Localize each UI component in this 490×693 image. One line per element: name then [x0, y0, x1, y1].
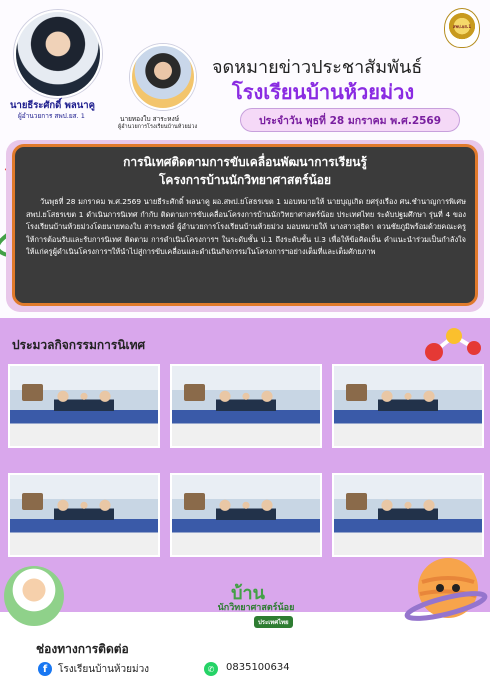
phone-number[interactable]: 0835100634: [226, 662, 290, 673]
principal-title: ผู้อำนวยการโรงเรียนบ้านห้วยม่วง: [118, 124, 198, 130]
principal-photo: [130, 44, 196, 110]
activity-photo: [332, 473, 484, 557]
director-name: นายธีระศักดิ์ พลนาคู: [10, 100, 95, 111]
activity-photo: [170, 364, 322, 448]
office-logo-text: สพป.ยส.1: [452, 24, 472, 29]
molecule-icon: [420, 318, 484, 368]
activity-photo: [170, 473, 322, 557]
article-heading: การนิเทศติดตามการขับเคลื่อนพัฒนาการเรียนรู้: [123, 155, 367, 169]
phone-icon: ✆: [204, 662, 218, 676]
director-photo: [14, 10, 102, 98]
activity-photo: [8, 364, 160, 448]
principal-name: นายทองใบ สาระหงษ์: [120, 115, 179, 123]
scientist-illustration: [4, 566, 64, 626]
brand-logo-line3: ประเทศไทย: [254, 616, 293, 628]
planet-icon: [404, 548, 488, 632]
activity-photo: [8, 473, 160, 557]
activities-title: ประมวลกิจกรรมการนิเทศ: [12, 338, 146, 352]
facebook-icon: f: [38, 662, 52, 676]
date-badge: ประจำวัน พุธที่ 28 มกราคม พ.ศ.2569: [240, 108, 460, 132]
director-title: ผู้อำนวยการ สพป.ยส. 1: [18, 112, 85, 120]
contact-title: ช่องทางการติดต่อ: [36, 642, 129, 656]
article-body: วันพุธที่ 28 มกราคม พ.ศ.2569 นายธีระศักดิ์ พลนาคู ผอ.สพป.ยโสธรเขต 1 มอบหมายให้ นายบุญเกิด ยศรุ่งเรือง ศน.ชำนาญการพิเศษ สพป.ยโสธรเขต 1 ดำเนินการนิเทศ กำกับ ติดตามการขับเคลื่อนโครงการบ้านนักวิทยาศาสตร์น้อย ประเทศไทย ระดับปฐมศึกษา รุ่นที่ 4 ของโรงเรียนบ้านห้วยม่วงโดยนายทองใบ สาระหงษ์ ผู้อำนวยการโรงเรียนบ้านห้วยม่วง มอบหมายให้ นางสาวสุธิดา ตวนชัยภูมิพร้อมด้วยคณะครู ให้การต้อนรับและรับการนิเทศ ติดตาม การดำเนินโครงการฯ ในระดับชั้น ป.1 ถึงระดับชั้น ป.3 เพื่อให้ข้อคิดเห็น คำแนะนำร่วมเป็นกำลังใจให้แก่ครูผู้ดำเนินโครงการฯให้นำไปสู่การขับเคลื่อนและดำเนินกิจกรรมในโครงการฯอย่างเต็มที่และเต็มศักยภาพ: [26, 197, 466, 257]
newsletter-title: จดหมายข่าวประชาสัมพันธ์: [212, 57, 423, 78]
activity-photo: [332, 364, 484, 448]
school-name: โรงเรียนบ้านห้วยม่วง: [232, 80, 415, 104]
brand-logo-line2: นักวิทยาศาสตร์น้อย: [217, 603, 295, 613]
article-subheading: โครงการบ้านนักวิทยาศาสตร์น้อย: [158, 173, 332, 187]
brand-logo-line1: บ้าน: [231, 583, 265, 604]
facebook-link[interactable]: โรงเรียนบ้านห้วยม่วง: [58, 664, 150, 675]
